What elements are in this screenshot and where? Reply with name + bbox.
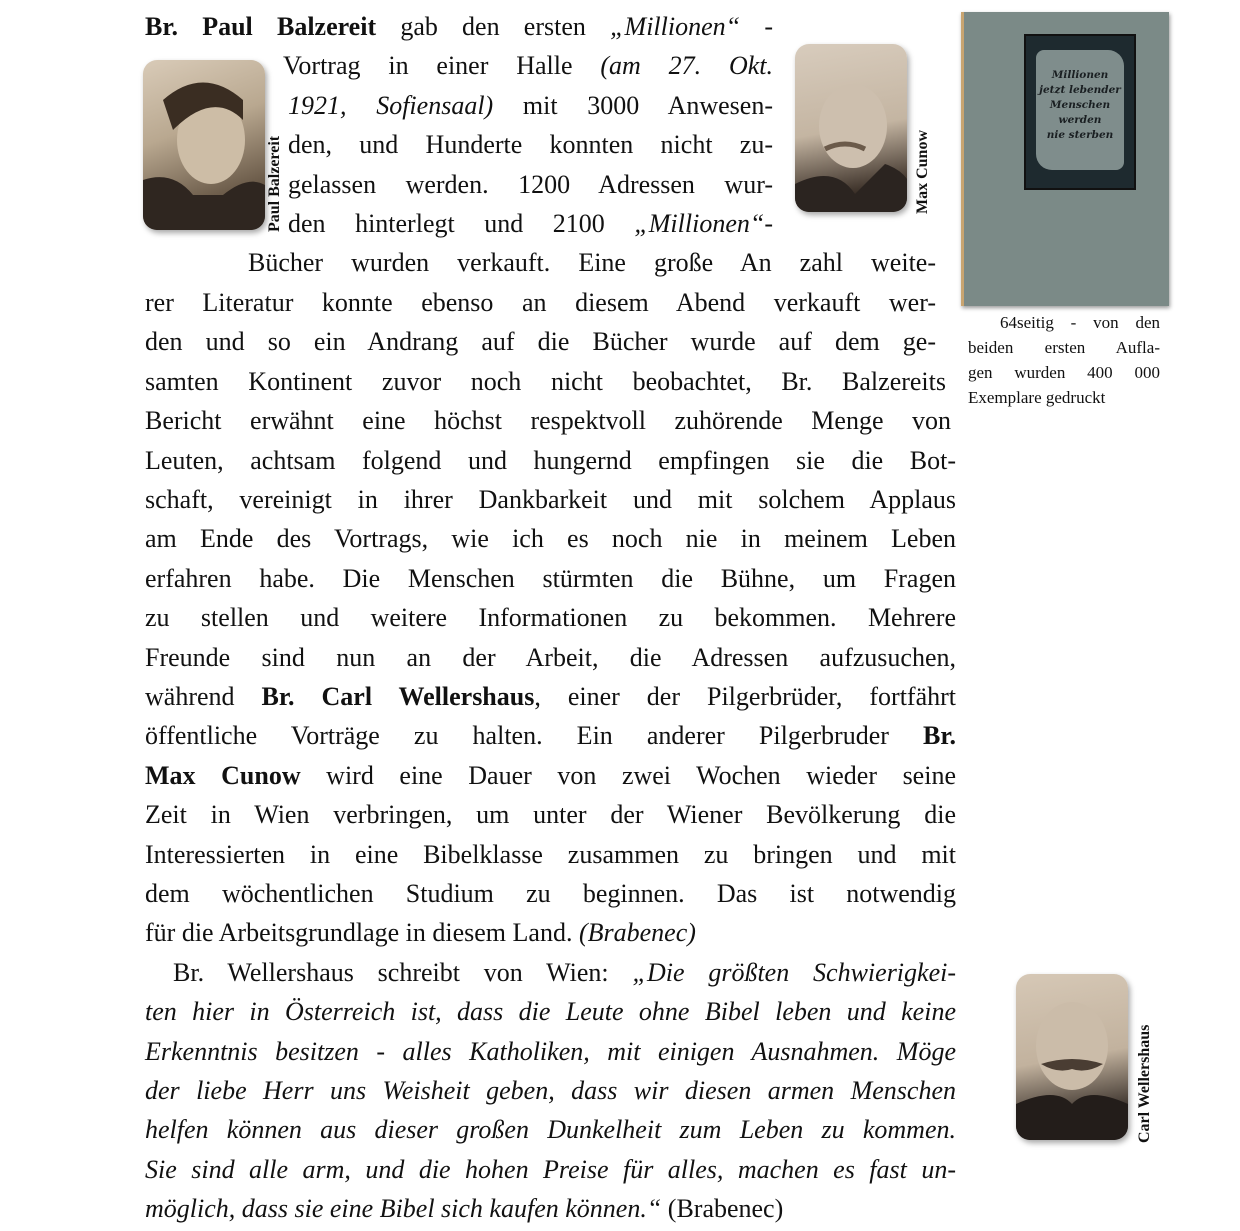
text-line: Freunde sind nun an der Arbeit, die Adressen aufzusuchen, (145, 643, 956, 672)
text-run: - (740, 12, 773, 41)
text-run: Vortrag in einer Halle (283, 51, 601, 80)
text-line (288, 91, 773, 121)
text-run: den hinterlegt und 2100 (288, 209, 635, 238)
book-title-ref: „Millionen“ (634, 209, 765, 238)
text-line: Zeit in Wien verbringen, um unter der Wiener Bevölkerung die (145, 800, 956, 829)
text-line (283, 51, 773, 81)
text-line: Bücher wurden verkauft. Eine große An zahl weite- (248, 248, 936, 277)
text-line (145, 761, 956, 791)
text-line: den, und Hunderte konnten nicht zu- (288, 130, 773, 159)
label-paul-balzereit: Paul Balzereit (266, 135, 283, 232)
text-run: Br. Wellershaus schreibt von Wien: (173, 958, 633, 987)
person-name: Max Cunow (145, 761, 301, 790)
person-name: Br. Paul Balzereit (145, 12, 377, 41)
source-citation: (Brabenec) (578, 918, 696, 947)
text-run: - (764, 209, 773, 238)
text-line: den und so ein Andrang auf die Bücher wurde auf dem ge- (145, 327, 936, 356)
date-ref: 1921, Sofiensaal) (288, 91, 494, 120)
portrait-icon (795, 44, 907, 212)
text-line: dem wöchentlichen Studium zu beginnen. Das ist notwendig (145, 879, 956, 908)
date-ref: (am 27. Okt. (600, 51, 773, 80)
text-run: mit 3000 Anwesen- (493, 91, 773, 120)
text-line: zu stellen und weitere Informationen zu bekommen. Mehrere (145, 603, 956, 632)
photo-paul-balzereit (143, 60, 265, 230)
text-run: wird eine Dauer von zwei Wochen wieder seine (300, 761, 956, 790)
text-line: gelassen werden. 1200 Adressen wur- (288, 170, 773, 199)
text-line (145, 918, 956, 948)
quote-line: ten hier in Österreich ist, dass die Leute ohne Bibel leben und keine (145, 997, 956, 1026)
text-line: Interessierten in eine Bibelklasse zusammen zu bringen und mit (145, 840, 956, 869)
text-run: für die Arbeitsgrundlage in diesem Land. (145, 918, 579, 947)
text-line: am Ende des Vortrags, wie ich es noch nie in meinem Leben (145, 524, 956, 553)
text-line (145, 682, 956, 712)
text-line: rer Literatur konnte ebenso an diesem Abend verkauft wer- (145, 288, 936, 317)
book-cover (961, 12, 1169, 306)
quote-run: möglich, dass sie eine Bibel sich kaufen können.“ (145, 1194, 662, 1223)
book-cover-title: Millionen jetzt lebender Menschen werden nie sterben (1039, 69, 1121, 141)
quote-line: Erkenntnis besitzen - alles Katholiken, mit einigen Ausnahmen. Möge (145, 1037, 956, 1066)
photo-max-cunow (795, 44, 907, 212)
text-line: samten Kontinent zuvor noch nicht beobachtet, Br. Balzereits (145, 367, 946, 396)
text-run: gab den ersten (376, 12, 611, 41)
text-run: , einer der Pilgerbrüder, fortfährt (534, 682, 957, 711)
quote-line: der liebe Herr uns Weisheit geben, dass wir diesen armen Menschen (145, 1076, 956, 1105)
portrait-icon (1016, 974, 1128, 1140)
quote-line: Sie sind alle arm, und die hohen Preise für alles, machen es fast un- (145, 1155, 956, 1184)
text-line: erfahren habe. Die Menschen stürmten die Bühne, um Fragen (145, 564, 956, 593)
text-line: Bericht erwähnt eine höchst respektvoll zuhörende Menge von (145, 406, 951, 435)
label-max-cunow: Max Cunow (914, 129, 931, 214)
book-caption-line: beiden ersten Aufla- (968, 338, 1160, 357)
text-line (145, 12, 773, 42)
text-line (288, 209, 773, 239)
book-cover-panel (1024, 34, 1136, 190)
source-citation: (Brabenec) (661, 1194, 784, 1223)
text-run: öffentliche Vorträge zu halten. Ein anderer Pilgerbruder (145, 721, 923, 750)
quote-line: helfen können aus dieser großen Dunkelheit zum Leben zu kommen. (145, 1115, 956, 1144)
photo-carl-wellershaus (1016, 974, 1128, 1140)
text-line (145, 1194, 956, 1224)
book-caption-line: gen wurden 400 000 (968, 363, 1160, 382)
text-line: schaft, vereinigt in ihrer Dankbarkeit und mit solchem Applaus (145, 485, 956, 514)
scroll-icon (1036, 50, 1124, 170)
text-line (173, 958, 956, 988)
person-name: Br. (923, 721, 956, 750)
book-caption-line: 64seitig - von den (1000, 313, 1160, 332)
text-run: während (145, 682, 262, 711)
portrait-icon (143, 60, 265, 230)
book-title-ref: „Millionen“ (610, 12, 741, 41)
book-caption-line: Exemplare gedruckt (968, 388, 1106, 407)
quote-run: „Die größten Schwierigkei- (632, 958, 956, 987)
text-line: Leuten, achtsam folgend und hungernd empfingen sie die Bot- (145, 446, 956, 475)
text-line (145, 721, 956, 751)
person-name: Br. Carl Wellershaus (261, 682, 535, 711)
label-carl-wellershaus: Carl Wellershaus (1136, 1024, 1153, 1143)
